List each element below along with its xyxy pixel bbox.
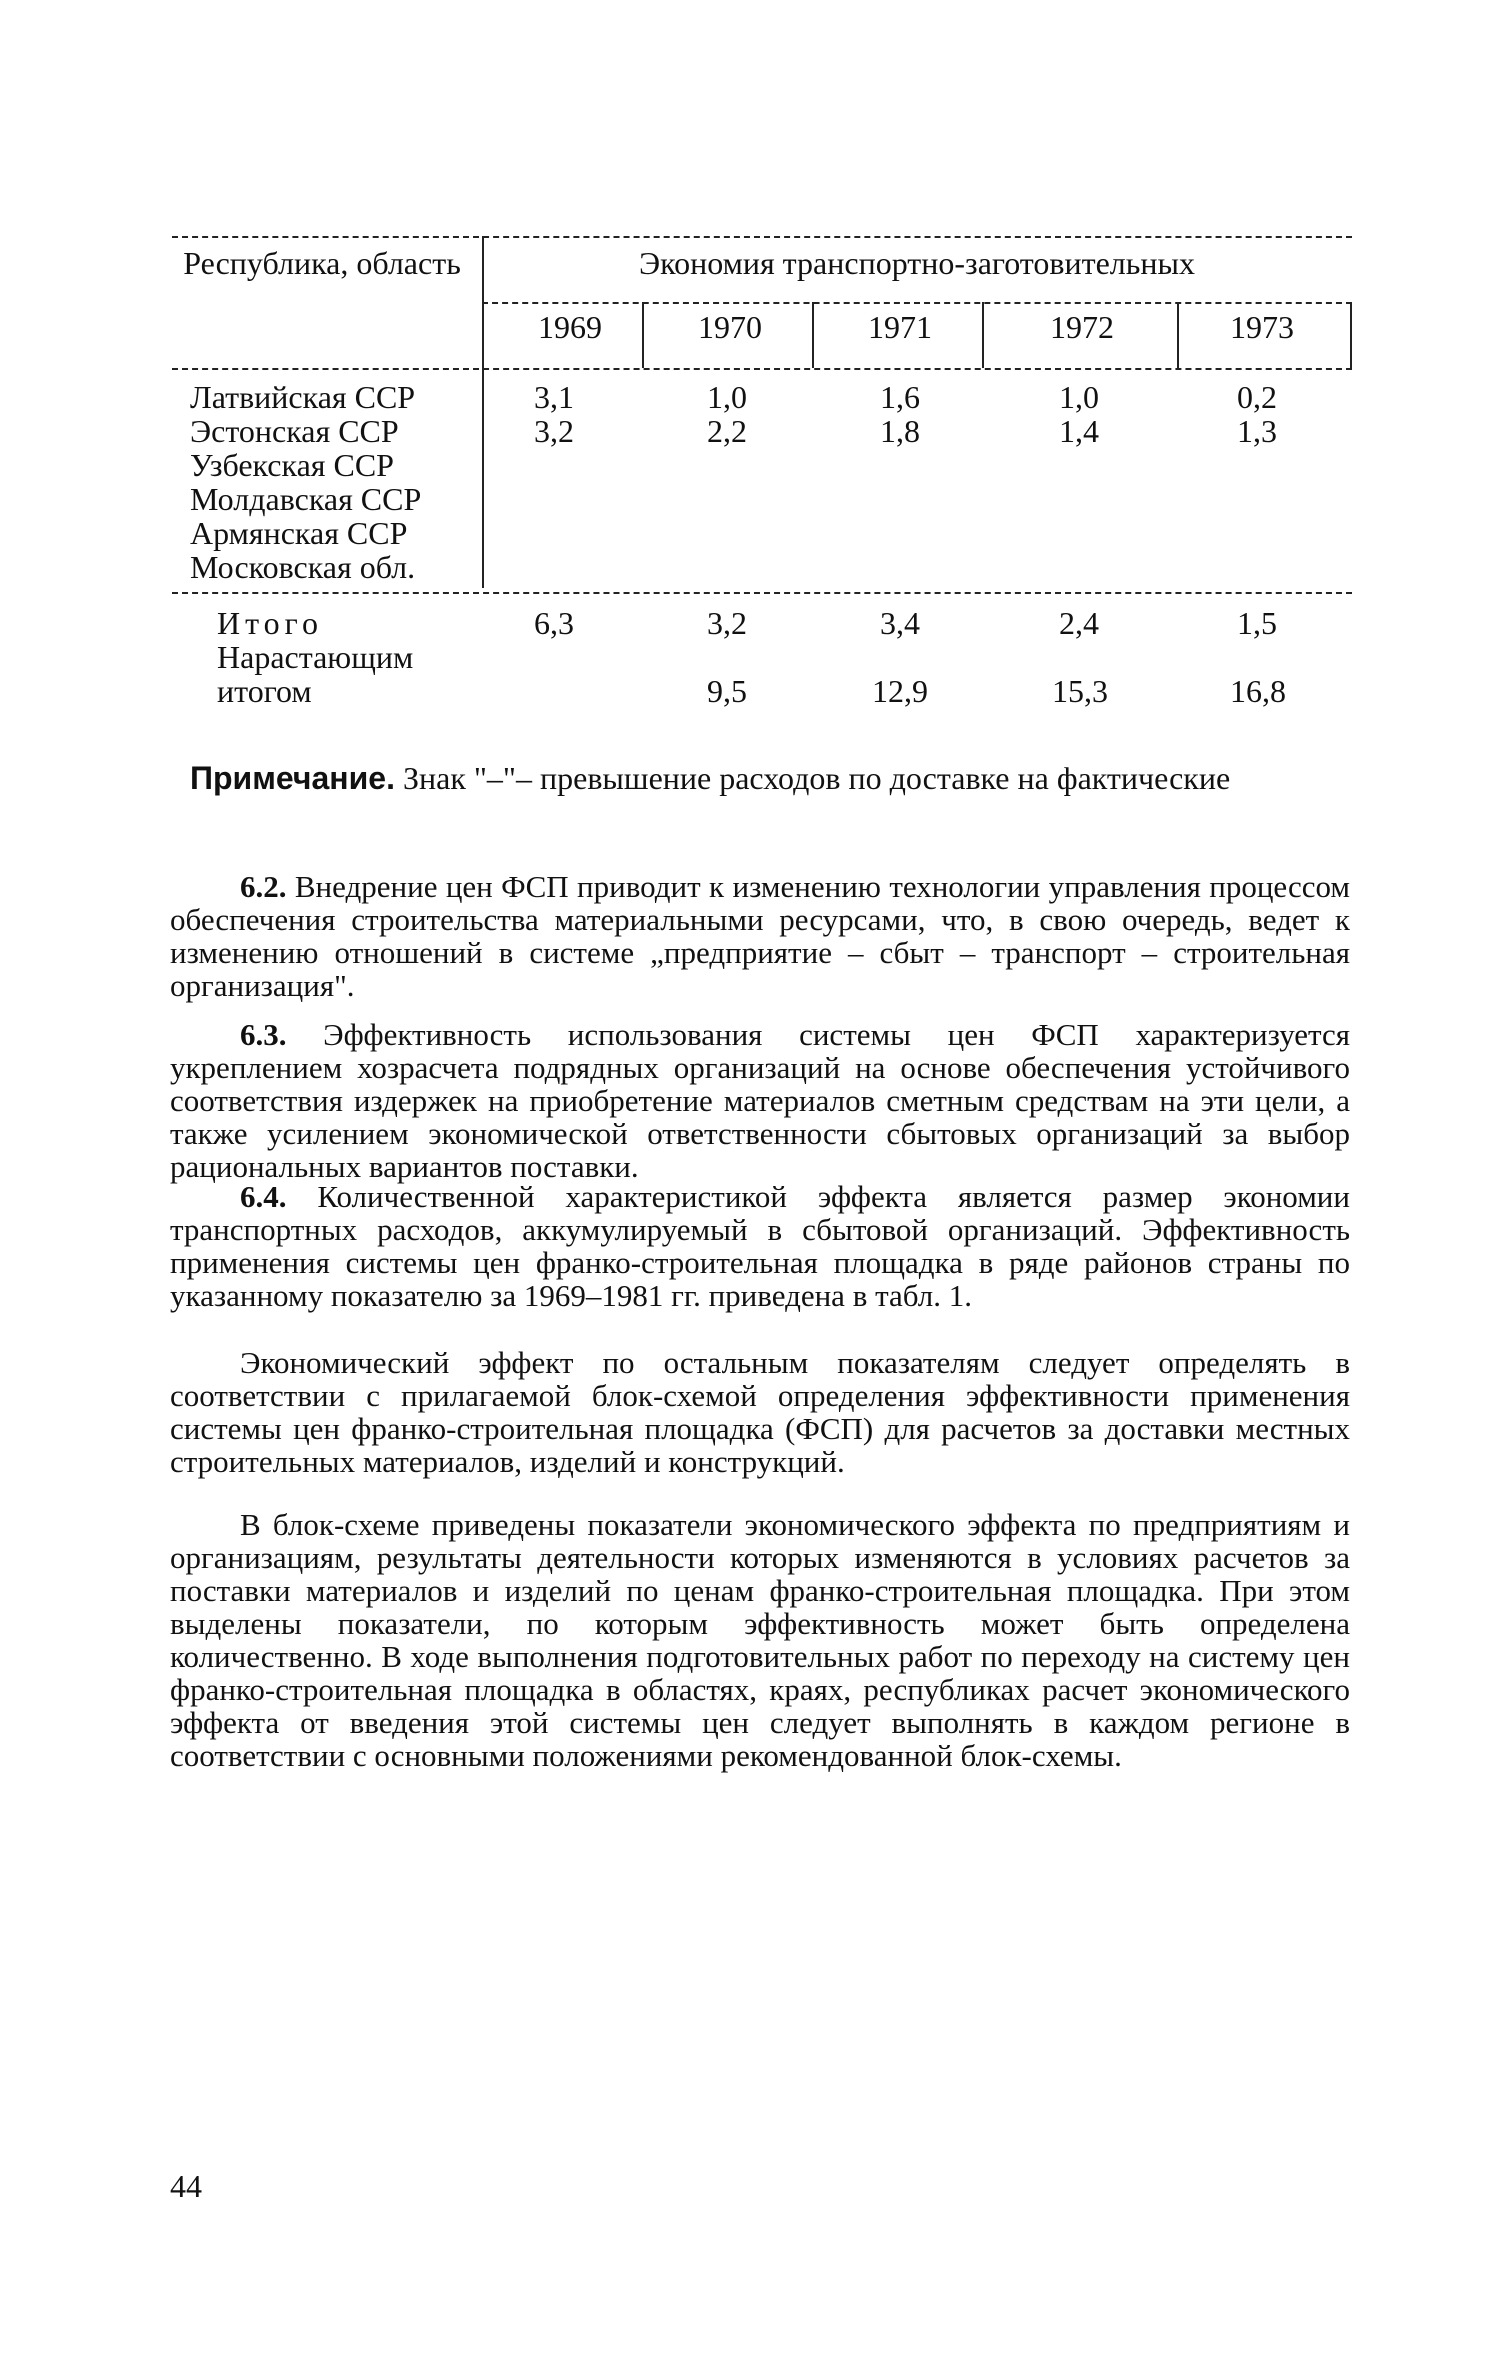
year-divider [982,302,984,368]
table-cell: 1,8 [880,413,920,449]
table-cell: 2,2 [707,413,747,449]
row-region: Узбекская ССР [190,447,394,483]
paragraph-block-scheme [170,1508,1350,1772]
table-cell: 15,3 [1052,673,1108,709]
table-cell: 9,5 [707,673,747,709]
total-top-rule [172,592,1352,594]
table-cell: 1,5 [1237,605,1277,641]
table-stub-divider [482,236,484,588]
header-bottom-rule [172,368,1352,370]
table-top-rule [172,236,1352,238]
paragraph-number: 6.2. [240,869,287,904]
paragraph-6-3 [170,1018,1350,1183]
table-cell: 0,2 [1237,379,1277,415]
note-text: Знак "–"– превышение расходов по доставке на фактические [394,760,1231,796]
year-row-top-rule [482,302,1352,304]
table-cell: 1,4 [1059,413,1099,449]
row-region: Латвийская ССР [190,379,416,415]
paragraph-number: 6.4. [240,1179,287,1214]
header-region: Республика, область [183,245,461,281]
table-cell: 2,4 [1059,605,1099,641]
row-region: Эстонская ССР [190,413,399,449]
paragraph-economic-effect [170,1346,1350,1478]
year-1973: 1973 [1230,309,1294,345]
table-cell: 16,8 [1230,673,1286,709]
paragraph-text: В блок-схеме приведены показатели экономического эффекта по предприятиям и организациям, результаты деятельности которых изменяются в условиях расчетов за поставки материалов и изделий по ценам франко-строительная площадка. При этом выделены показатели, по которым эффективность может быть определена количественно. В ходе выполнения подготовительных работ по переходу на систему цен франко-строительная площадка в областях, краях, республиках расчет экономического эффекта от введения этой системы цен следует выполнять в каждом регионе в соответствии с основными положениями рекомендованной блок-схемы. [170,1507,1350,1773]
table-cell: 6,3 [534,605,574,641]
table-cell: 3,4 [880,605,920,641]
table-cell: 3,1 [534,379,574,415]
year-divider [1177,302,1179,368]
year-divider [812,302,814,368]
row-region: Армянская ССР [190,515,408,551]
paragraph-text: Внедрение цен ФСП приводит к изменению технологии управления процессом обеспечения строительства материальными ресурсами, что, в свою очередь, ведет к изменению отношений в системе „предприятие – сбыт – транспорт – строительная организация". [170,869,1350,1003]
paragraph-text: Количественной характеристикой эффекта является размер экономии транспортных расходов, аккумулируемый в сбытовой организаций. Эффективность применения системы цен франко-строительная площадка в ряде районов страны по указанному показателю за 1969–1981 гг. приведена в табл. 1. [170,1179,1350,1313]
cumulative-label-line2: итогом [217,673,312,709]
table-cell: 3,2 [707,605,747,641]
table-cell: 1,0 [707,379,747,415]
paragraph-text: Эффективность использования системы цен ФСП характеризуется укреплением хозрасчета подрядных организаций на основе обеспечения устойчивого соответствия издержек на приобретение материалов сметным средствам на эти цели, а также усилением экономической ответственности сбытовых организаций за выбор рациональных вариантов поставки. [170,1017,1350,1184]
year-1970: 1970 [698,309,762,345]
row-region: Молдавская ССР [190,481,422,517]
paragraph-text: Экономический эффект по остальным показателям следует определять в соответствии с прилагаемой блок-схемой определения эффективности применения системы цен франко-строительная площадка (ФСП) для расчетов за доставки местных строительных материалов, изделий и конструкций. [170,1345,1350,1479]
table-cell: 1,3 [1237,413,1277,449]
cumulative-label-line1: Нарастающим [217,639,414,675]
year-1969: 1969 [538,309,602,345]
paragraph-6-4 [170,1180,1350,1312]
table-note [190,760,1230,797]
table-cell: 3,2 [534,413,574,449]
paragraph-number: 6.3. [240,1017,287,1052]
note-label: Примечание. [190,760,395,796]
table-cell: 1,0 [1059,379,1099,415]
year-1972: 1972 [1050,309,1114,345]
year-divider [1350,302,1352,368]
table-cell: 1,6 [880,379,920,415]
paragraph-6-2 [170,870,1350,1002]
total-label: Итого [217,605,323,641]
row-region: Московская обл. [190,549,416,585]
page-number: 44 [170,2168,202,2204]
header-group: Экономия транспортно-заготовительных [639,245,1195,281]
year-1971: 1971 [868,309,932,345]
table-cell: 12,9 [872,673,928,709]
